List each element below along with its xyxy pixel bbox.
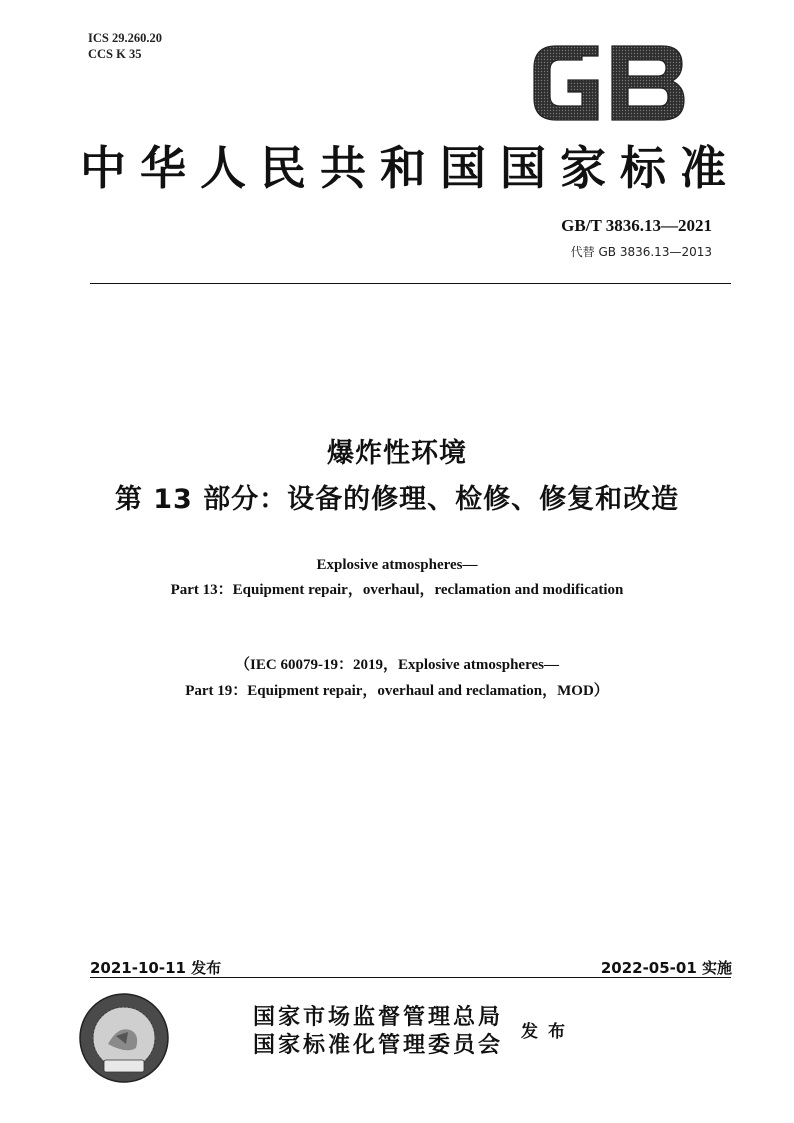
header-divider: [90, 283, 731, 284]
issuer-samr: 国家市场监督管理总局: [253, 1004, 504, 1030]
english-title-line-2: Part 13：Equipment repair，overhaul，reclamation and modification: [170, 582, 624, 598]
english-title-line-1: Explosive atmospheres—: [316, 557, 478, 573]
ics-code: ICS 29.260.20: [88, 31, 162, 45]
standard-number: GB/T 3836.13—2021: [561, 216, 712, 235]
iec-reference-line-2: Part 19：Equipment repair，overhaul and reclamation，MOD）: [185, 683, 609, 699]
standard-codes: [88, 30, 162, 62]
replaces-standard: 代替 GB 3836.13—2013: [570, 245, 712, 259]
implementation-date: 2022-05-01 实施: [600, 959, 732, 977]
gb-logo-icon: [528, 40, 688, 126]
english-title: [0, 553, 794, 603]
publish-label: 发布: [521, 1022, 575, 1042]
chinese-title-line-1: 爆炸性环境: [327, 438, 467, 469]
anti-counterfeit-seal-icon: [78, 992, 170, 1084]
iec-reference: [0, 652, 794, 704]
issuing-authorities: [253, 1003, 503, 1059]
issuer-sac: 国家标准化管理委员会: [253, 1032, 504, 1058]
footer-divider: [90, 977, 731, 978]
ccs-code: CCS K 35: [88, 47, 142, 61]
iec-reference-line-1: （IEC 60079-19：2019，Explosive atmospheres—: [235, 657, 559, 673]
chinese-title-line-2: 第 13 部分：设备的修理、检修、修复和改造: [114, 484, 680, 515]
national-standard-title: 中华人民共和国国家标准: [80, 141, 740, 195]
issue-date: 2021-10-11 发布: [90, 959, 222, 977]
